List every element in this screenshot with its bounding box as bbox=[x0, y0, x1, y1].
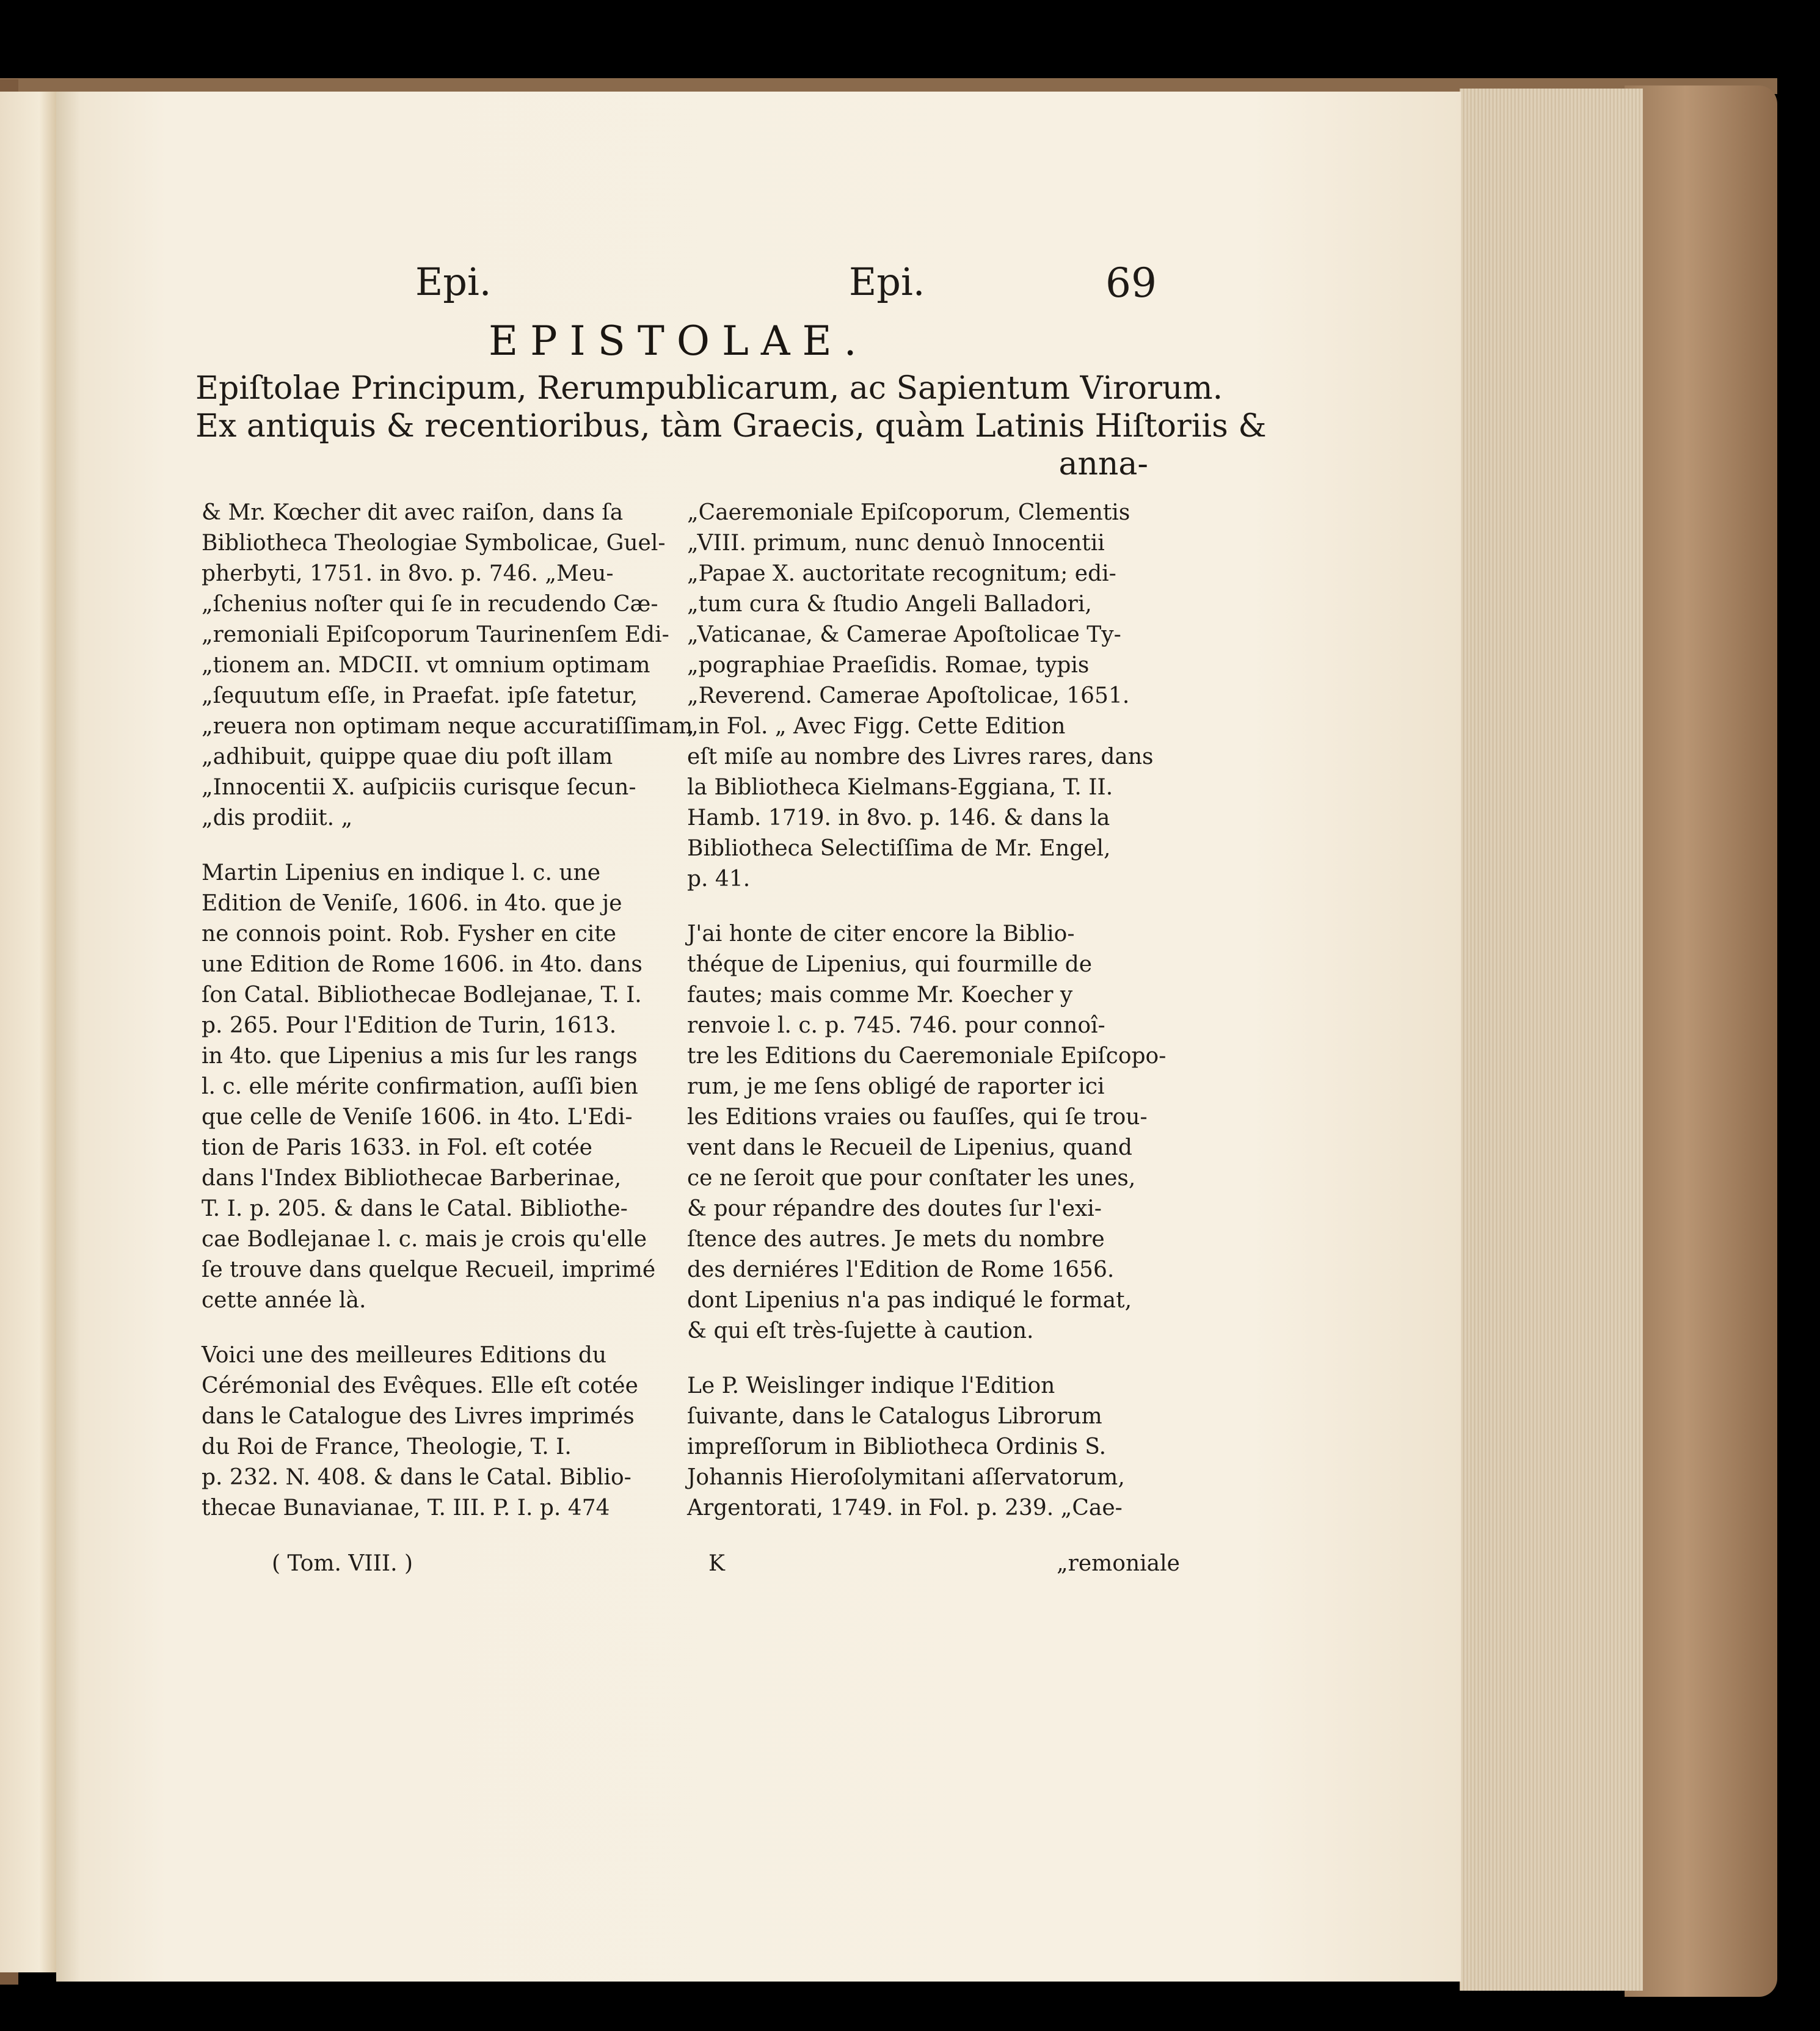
text-line: „Reverend. Camerae Apoſtolicae, 1651. bbox=[687, 683, 1130, 708]
text-line: la Bibliotheca Kielmans-Eggiana, T. II. bbox=[687, 775, 1113, 800]
section-title: EPISTOLAE. bbox=[489, 318, 869, 365]
text-line: p. 41. bbox=[687, 867, 751, 892]
text-line: rum, je me ſens obligé de raporter ici bbox=[687, 1074, 1105, 1099]
text-line: pherbyti, 1751. in 8vo. p. 746. „Meu- bbox=[202, 561, 614, 586]
text-line: & pour répandre des doutes ſur l'exi- bbox=[687, 1196, 1102, 1221]
text-line: du Roi de France, Theologie, T. I. bbox=[202, 1434, 572, 1459]
text-line: ce ne ſeroit que pour conſtater les unes, bbox=[687, 1166, 1136, 1191]
paragraph-gap bbox=[687, 895, 1157, 919]
lead-line: anna- bbox=[1058, 446, 1148, 482]
text-line: & qui eſt très-ſujette à caution. bbox=[687, 1318, 1034, 1343]
text-line: in 4to. que Lipenius a mis ſur les rangs bbox=[202, 1044, 638, 1069]
text-line: dans l'Index Bibliothecae Barberinae, bbox=[202, 1166, 622, 1191]
text-line: „remoniali Epiſcoporum Taurinenſem Edi- bbox=[202, 622, 669, 647]
text-line: ſtence des autres. Je mets du nombre bbox=[687, 1227, 1105, 1252]
catchword: „remoniale bbox=[1057, 1551, 1180, 1576]
text-line: „tum cura & ſtudio Angeli Balladori, bbox=[687, 592, 1092, 617]
text-line: dans le Catalogue des Livres imprimés bbox=[202, 1404, 635, 1429]
text-line: Edition de Veniſe, 1606. in 4to. que je bbox=[202, 891, 622, 916]
text-line: cae Bodlejanae l. c. mais je crois qu'elle bbox=[202, 1227, 647, 1252]
text-line: théque de Lipenius, qui fourmille de bbox=[687, 952, 1093, 977]
text-line: „Vaticanae, & Camerae Apoſtolicae Ty- bbox=[687, 622, 1121, 647]
text-line: que celle de Veniſe 1606. in 4to. L'Edi- bbox=[202, 1105, 633, 1130]
left-page-edge bbox=[0, 92, 56, 1972]
paragraph-gap bbox=[202, 834, 672, 858]
text-line: „ſequutum eſſe, in Praefat. ipſe fatetur, bbox=[202, 683, 638, 708]
text-line: „reuera non optimam neque accuratiſſimam bbox=[202, 714, 693, 739]
text-line: eſt miſe au nombre des Livres rares, dans bbox=[687, 744, 1154, 769]
text-line: „pographiae Praeſidis. Romae, typis bbox=[687, 653, 1090, 678]
text-line: Johannis Hieroſolymitani aſſervatorum, bbox=[687, 1465, 1125, 1490]
paragraph-gap bbox=[202, 1316, 672, 1340]
text-line: vent dans le Recueil de Lipenius, quand bbox=[687, 1135, 1132, 1160]
text-line: „in Fol. „ Avec Figg. Cette Edition bbox=[687, 714, 1066, 739]
text-line: ſe trouve dans quelque Recueil, imprimé bbox=[202, 1257, 656, 1282]
text-line: Voici une des meilleures Editions du bbox=[202, 1343, 607, 1368]
text-line: Bibliotheca Selectiſſima de Mr. Engel, bbox=[687, 836, 1111, 861]
text-line: tion de Paris 1633. in Fol. eſt cotée bbox=[202, 1135, 592, 1160]
text-line: tre les Editions du Caeremoniale Epiſcopo- bbox=[687, 1044, 1167, 1069]
lead-line: Epiſtolae Principum, Rerumpublicarum, ac Sapientum Virorum. bbox=[195, 370, 1223, 407]
text-line: „tionem an. MDCII. vt omnium optimam bbox=[202, 653, 650, 678]
text-line: les Editions vraies ou fauſſes, qui ſe trou- bbox=[687, 1105, 1148, 1130]
text-line: Argentorati, 1749. in Fol. p. 239. „Cae- bbox=[687, 1495, 1123, 1521]
text-line: Cérémonial des Evêques. Elle eſt cotée bbox=[202, 1373, 638, 1398]
text-line: impreſſorum in Bibliotheca Ordinis S. bbox=[687, 1434, 1107, 1459]
text-line: „adhibuit, quippe quae diu poſt illam bbox=[202, 744, 613, 769]
text-line: cette année là. bbox=[202, 1288, 366, 1313]
right-column bbox=[687, 498, 1167, 1524]
paragraph-gap bbox=[687, 1346, 1157, 1371]
running-head-left: Epi. bbox=[415, 260, 492, 304]
text-line: J'ai honte de citer encore la Biblio- bbox=[687, 921, 1075, 946]
text-line: T. I. p. 205. & dans le Catal. Bibliothe- bbox=[202, 1196, 628, 1221]
text-line: ſuivante, dans le Catalogus Librorum bbox=[687, 1404, 1102, 1429]
text-line: ſon Catal. Bibliothecae Bodlejanae, T. I. bbox=[202, 983, 642, 1008]
text-line: „VIII. primum, nunc denuò Innocentii bbox=[687, 531, 1105, 556]
page-number: 69 bbox=[1105, 260, 1157, 307]
text-line: „Papae X. auctoritate recognitum; edi- bbox=[687, 561, 1116, 586]
lead-line: Ex antiquis & recentioribus, tàm Graecis, quàm Latinis Hiſtoriis & bbox=[195, 408, 1267, 445]
text-line: „Innocentii X. auſpiciis curisque ſecun- bbox=[202, 775, 636, 800]
book-cover-right bbox=[1625, 85, 1777, 1997]
text-line: fautes; mais comme Mr. Koecher y bbox=[687, 983, 1073, 1008]
text-line: „dis prodiit. „ bbox=[202, 805, 353, 830]
volume-note: ( Tom. VIII. ) bbox=[272, 1551, 413, 1576]
text-line: „Caeremoniale Epiſcoporum, Clementis bbox=[687, 500, 1130, 525]
text-line: l. c. elle mérite confirmation, auſſi bien bbox=[202, 1074, 638, 1099]
text-line: une Edition de Rome 1606. in 4to. dans bbox=[202, 952, 642, 977]
text-line: Hamb. 1719. in 8vo. p. 146. & dans la bbox=[687, 805, 1110, 830]
text-line: ne connois point. Rob. Fysher en cite bbox=[202, 921, 617, 946]
text-line: p. 265. Pour l'Edition de Turin, 1613. bbox=[202, 1013, 617, 1038]
page-fore-edge bbox=[1460, 89, 1643, 1991]
text-line: & Mr. Kœcher dit avec raiſon, dans ſa bbox=[202, 500, 624, 525]
text-line: Bibliotheca Theologiae Symbolicae, Guel- bbox=[202, 531, 666, 556]
text-line: p. 232. N. 408. & dans le Catal. Biblio- bbox=[202, 1465, 632, 1490]
signature-mark: K bbox=[708, 1551, 725, 1576]
running-head-center: Epi. bbox=[849, 260, 925, 304]
lead-paragraph bbox=[195, 369, 1267, 483]
text-line: thecae Bunavianae, T. III. P. I. p. 474 bbox=[202, 1495, 610, 1521]
text-line: dont Lipenius n'a pas indiqué le format, bbox=[687, 1288, 1132, 1313]
left-column bbox=[202, 498, 693, 1524]
text-line: renvoie l. c. p. 745. 746. pour connoî- bbox=[687, 1013, 1105, 1038]
text-line: Le P. Weislinger indique l'Edition bbox=[687, 1373, 1055, 1398]
text-line: „ſchenius noſter qui ſe in recudendo Cæ- bbox=[202, 592, 658, 617]
text-line: Martin Lipenius en indique l. c. une bbox=[202, 860, 601, 885]
text-line: des derniéres l'Edition de Rome 1656. bbox=[687, 1257, 1115, 1282]
